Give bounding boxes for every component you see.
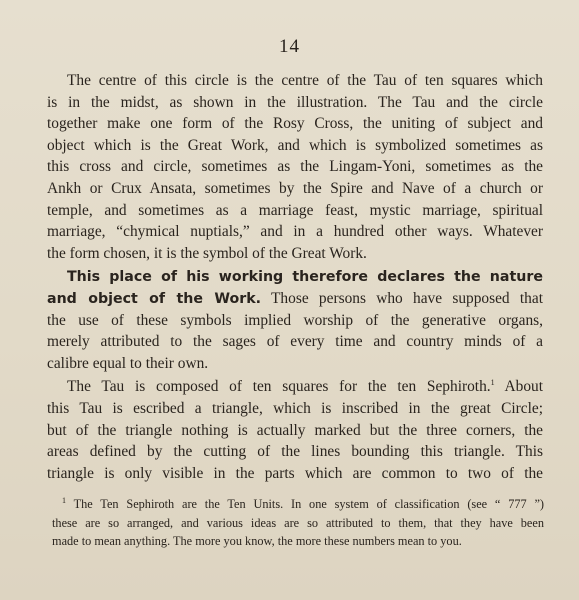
text-line: this cross and circle, sometimes as the Lingam-Yoni, sometimes as the [47,158,543,176]
paragraph-2 [47,266,543,374]
text-line: temple, and sometimes as a marriage feast, mystic marriage, spiritual [47,201,543,219]
paragraph-3 [47,376,543,484]
text-line: this Tau is escribed a triangle, which is inscribed in the great Circle; [47,399,543,417]
footnote-line [52,495,544,514]
text-run: About [494,378,543,396]
text-line: triangle is only visible in the parts which are common to two of the [47,464,543,482]
paragraph-1 [47,70,543,264]
text-run: The Tau is composed of ten squares for the ten Sephiroth. [67,378,491,396]
footnote-reference: 1 [490,378,495,388]
footnote [52,495,544,551]
text-line [47,288,543,310]
text-line: is in the midst, as shown in the illustration. The Tau and the circle [47,93,543,111]
text-line [47,376,543,398]
text-line: but of the triangle nothing is actually marked but the three corners, the [47,421,543,439]
text-run: Those persons who have supposed that [261,289,543,307]
text-line: calibre equal to their own. [47,354,209,372]
text-line [47,266,543,288]
text-line: marriage, “chymical nuptials,” and in a hundred other ways. Whatever [47,223,543,241]
text-line: merely attributed to the sages of every time and country minds of a [47,333,543,351]
footnote-marker: 1 [62,495,66,505]
text-line: the form chosen, it is the symbol of the Great Work. [47,244,367,262]
footnote-line: these are so arranged, and various ideas are so attributed to them, that they have been [52,515,544,530]
text-line: object which is the Great Work, and which is symbolized sometimes as [47,136,543,154]
bold-lead-text: This place of his working therefore declares the nature [67,269,543,286]
text-line: together make one form of the Rosy Cross, the uniting of subject and [47,115,543,133]
body-text [47,70,543,484]
footnote-line: made to mean anything. The more you know, the more these numbers mean to you. [52,534,462,548]
page-number: 14 [279,36,300,57]
text-line: the use of these symbols implied worship of the generative organs, [47,311,543,329]
footnote-text: The Ten Sephiroth are the Ten Units. In one system of classification (see “ 777 ”) [66,497,544,511]
text-line: areas defined by the cutting of the lines bounding this triangle. This [47,443,543,461]
bold-lead-text: and object of the Work. [47,290,262,307]
text-line: Ankh or Crux Ansata, sometimes by the Spire and Nave of a church or [47,179,543,197]
text-line: The centre of this circle is the centre of the Tau of ten squares which [67,72,543,89]
